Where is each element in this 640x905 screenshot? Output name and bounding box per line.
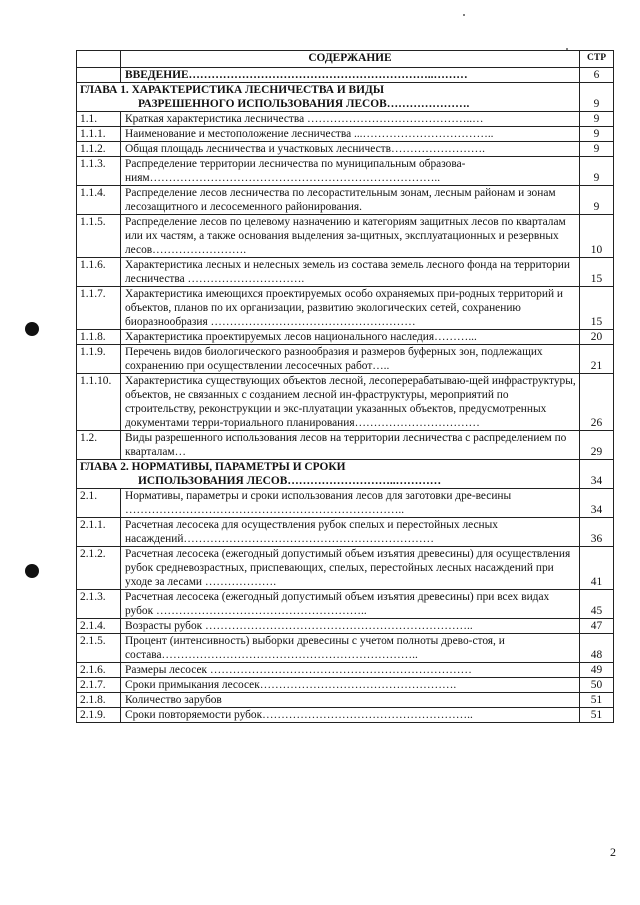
toc-chapter-title: [77, 460, 580, 489]
toc-row: [77, 693, 614, 708]
toc-chapter-page: 34: [580, 460, 614, 489]
chapter-title-line: ГЛАВА 2. НОРМАТИВЫ, ПАРАМЕТРЫ И СРОКИ: [80, 461, 346, 473]
toc-row-num: 2.1.4.: [77, 619, 121, 634]
toc-row-title: Наименование и местоположение лесничества ...……………………………..: [121, 127, 580, 142]
toc-row-page: 15: [580, 287, 614, 330]
toc-row-num: 1.1.3.: [77, 157, 121, 186]
toc-row-num: 1.2.: [77, 431, 121, 460]
toc-row-num: 1.1.9.: [77, 345, 121, 374]
toc-row-num: 1.1.5.: [77, 215, 121, 258]
toc-row-title: Характеристика существующих объектов лесной, лесоперерабатываю-щей инфраструктуры, объектов, не связанных с созданием лесной ин-фраструктуры, мероприятий по строительству, реконструкции и экс-плуатации указанных объектов, предусмотренных документами терри-ториального планирования……………………………: [121, 374, 580, 431]
toc-row-title: Сроки примыкания лесосек…………………………………………….: [121, 678, 580, 693]
toc-row-title: Характеристика проектируемых лесов национального наследия………...: [121, 330, 580, 345]
toc-page-column-header: СТР: [580, 51, 614, 68]
toc-row: [77, 708, 614, 723]
toc-row-title: Нормативы, параметры и сроки использования лесов для заготовки дре-весины ………………………………………………………………..: [121, 489, 580, 518]
toc-row: [77, 431, 614, 460]
toc-intro-row: [77, 68, 614, 83]
toc-row-page: 41: [580, 547, 614, 590]
toc-row-num: 2.1.7.: [77, 678, 121, 693]
toc-row-num: 1.1.7.: [77, 287, 121, 330]
scan-speck: [463, 14, 465, 16]
toc-row-page: 9: [580, 112, 614, 127]
toc-row-title: Виды разрешенного использования лесов на территории лесничества с распределением по кварталам…: [121, 431, 580, 460]
toc-row-title: Перечень видов биологического разнообразия и размеров буферных зон, подлежащих сохранению при осуществлении лесосечных работ…..: [121, 345, 580, 374]
toc-row: [77, 186, 614, 215]
toc-row-num: 2.1.1.: [77, 518, 121, 547]
toc-row-title: Количество зарубов: [121, 693, 580, 708]
toc-row-title: Распределение лесов лесничества по лесорастительным зонам, лесным районам и зонам лесозащитного и лесосеменного районирования.: [121, 186, 580, 215]
toc-intro-page: 6: [580, 68, 614, 83]
binder-hole-mark: [25, 322, 39, 336]
toc-chapter-title: [77, 83, 580, 112]
toc-row: [77, 157, 614, 186]
toc-row-num: 2.1.9.: [77, 708, 121, 723]
page-number: 2: [610, 845, 616, 859]
toc-header-num-cell: [77, 51, 121, 68]
toc-row-page: 9: [580, 186, 614, 215]
toc-row-title: Характеристика имеющихся проектируемых особо охраняемых при-родных территорий и объектов, планов по их организации, развитию экологических сетей, сохранению биоразнообразия ………………………………………………: [121, 287, 580, 330]
toc-row-num: 2.1.2.: [77, 547, 121, 590]
toc-row-title: Расчетная лесосека для осуществления рубок спелых и перестойных лесных насаждений…………………………………………………………: [121, 518, 580, 547]
toc-row-num: 2.1.: [77, 489, 121, 518]
toc-row: [77, 287, 614, 330]
toc-row-page: 51: [580, 693, 614, 708]
toc-chapter-page: 9: [580, 83, 614, 112]
toc-row-title: Размеры лесосек ……………………………………………………………: [121, 663, 580, 678]
toc-row-num: 1.1.6.: [77, 258, 121, 287]
toc-row-page: 26: [580, 374, 614, 431]
toc-row-page: 10: [580, 215, 614, 258]
toc-row-num: 2.1.3.: [77, 590, 121, 619]
scan-speck: [566, 48, 568, 50]
toc-row: [77, 142, 614, 157]
toc-row: [77, 258, 614, 287]
toc-row: [77, 518, 614, 547]
toc-row-title: Процент (интенсивность) выборки древесины с учетом полноты древо-стоя, и состава…………………………………………………………..: [121, 634, 580, 663]
toc-row-title: Характеристика лесных и нелесных земель из состава земель лесного фонда на территории лесничества ………………………….: [121, 258, 580, 287]
toc-row: [77, 127, 614, 142]
toc-row-title: Распределение лесов по целевому назначению и категориям защитных лесов по кварталам или их частям, а также основания выделения за-щитных, эксплуатационных и резервных лесов…………………….: [121, 215, 580, 258]
toc-row-page: 48: [580, 634, 614, 663]
toc-row-page: 47: [580, 619, 614, 634]
toc-row-page: 21: [580, 345, 614, 374]
toc-row-page: 9: [580, 127, 614, 142]
toc-row-num: 2.1.8.: [77, 693, 121, 708]
toc-row: [77, 330, 614, 345]
toc-row-page: 9: [580, 142, 614, 157]
toc-row-page: 9: [580, 157, 614, 186]
toc-row: [77, 215, 614, 258]
toc-row-page: 34: [580, 489, 614, 518]
binder-hole-mark: [25, 564, 39, 578]
toc-row-title: Расчетная лесосека (ежегодный допустимый объем изъятия древесины) при всех видах рубок ………………………………………………..: [121, 590, 580, 619]
toc-row: [77, 345, 614, 374]
toc-row-title: Общая площадь лесничества и участковых лесничеств…………………….: [121, 142, 580, 157]
toc-row-page: 50: [580, 678, 614, 693]
toc-row-num: 1.1.2.: [77, 142, 121, 157]
toc-row-num: 1.1.10.: [77, 374, 121, 431]
toc-row-page: 29: [580, 431, 614, 460]
toc-row-page: 49: [580, 663, 614, 678]
chapter-title-line: ГЛАВА 1. ХАРАКТЕРИСТИКА ЛЕСНИЧЕСТВА И ВИДЫ: [80, 84, 385, 96]
toc-row-title: Сроки повторяемости рубок………………………………………………..: [121, 708, 580, 723]
toc-header-row: [77, 51, 614, 68]
toc-row: [77, 619, 614, 634]
toc-row-num: 1.1.8.: [77, 330, 121, 345]
toc-row: [77, 590, 614, 619]
toc-row: [77, 547, 614, 590]
toc-row: [77, 374, 614, 431]
toc-row: [77, 489, 614, 518]
toc-row-title: Возрасты рубок ……………………………………………………………..: [121, 619, 580, 634]
toc-row-page: 45: [580, 590, 614, 619]
toc-chapter-row: [77, 83, 614, 112]
toc-row-num: 1.1.4.: [77, 186, 121, 215]
toc-row: [77, 634, 614, 663]
toc-row-title: Краткая характеристика лесничества ……………………………………..…: [121, 112, 580, 127]
toc-row-num: 1.1.: [77, 112, 121, 127]
toc-table: [76, 50, 614, 723]
toc-row-num: 2.1.5.: [77, 634, 121, 663]
toc-row-page: 15: [580, 258, 614, 287]
toc-chapter-row: [77, 460, 614, 489]
toc-row-num: 1.1.1.: [77, 127, 121, 142]
toc-intro-title: ВВЕДЕНИЕ………………………………………………………..………: [121, 68, 580, 83]
toc-intro-num: [77, 68, 121, 83]
chapter-title-line: ИСПОЛЬЗОВАНИЯ ЛЕСОВ………………………..…………: [138, 475, 442, 487]
toc-title: СОДЕРЖАНИЕ: [121, 51, 580, 68]
toc-row-title: Расчетная лесосека (ежегодный допустимый объем изъятия древесины) для осуществления рубок средневозрастных, приспевающих, спелых, перестойных лесных насаждений при уходе за лесами ……………….: [121, 547, 580, 590]
toc-row: [77, 112, 614, 127]
toc-row: [77, 663, 614, 678]
toc-row-title: Распределение территории лесничества по муниципальным образова-ниям…………………………………………………………………..: [121, 157, 580, 186]
chapter-title-line: РАЗРЕШЕННОГО ИСПОЛЬЗОВАНИЯ ЛЕСОВ………………….: [138, 98, 470, 110]
toc-row-page: 51: [580, 708, 614, 723]
toc-row: [77, 678, 614, 693]
toc-row-num: 2.1.6.: [77, 663, 121, 678]
toc-row-page: 20: [580, 330, 614, 345]
toc-row-page: 36: [580, 518, 614, 547]
